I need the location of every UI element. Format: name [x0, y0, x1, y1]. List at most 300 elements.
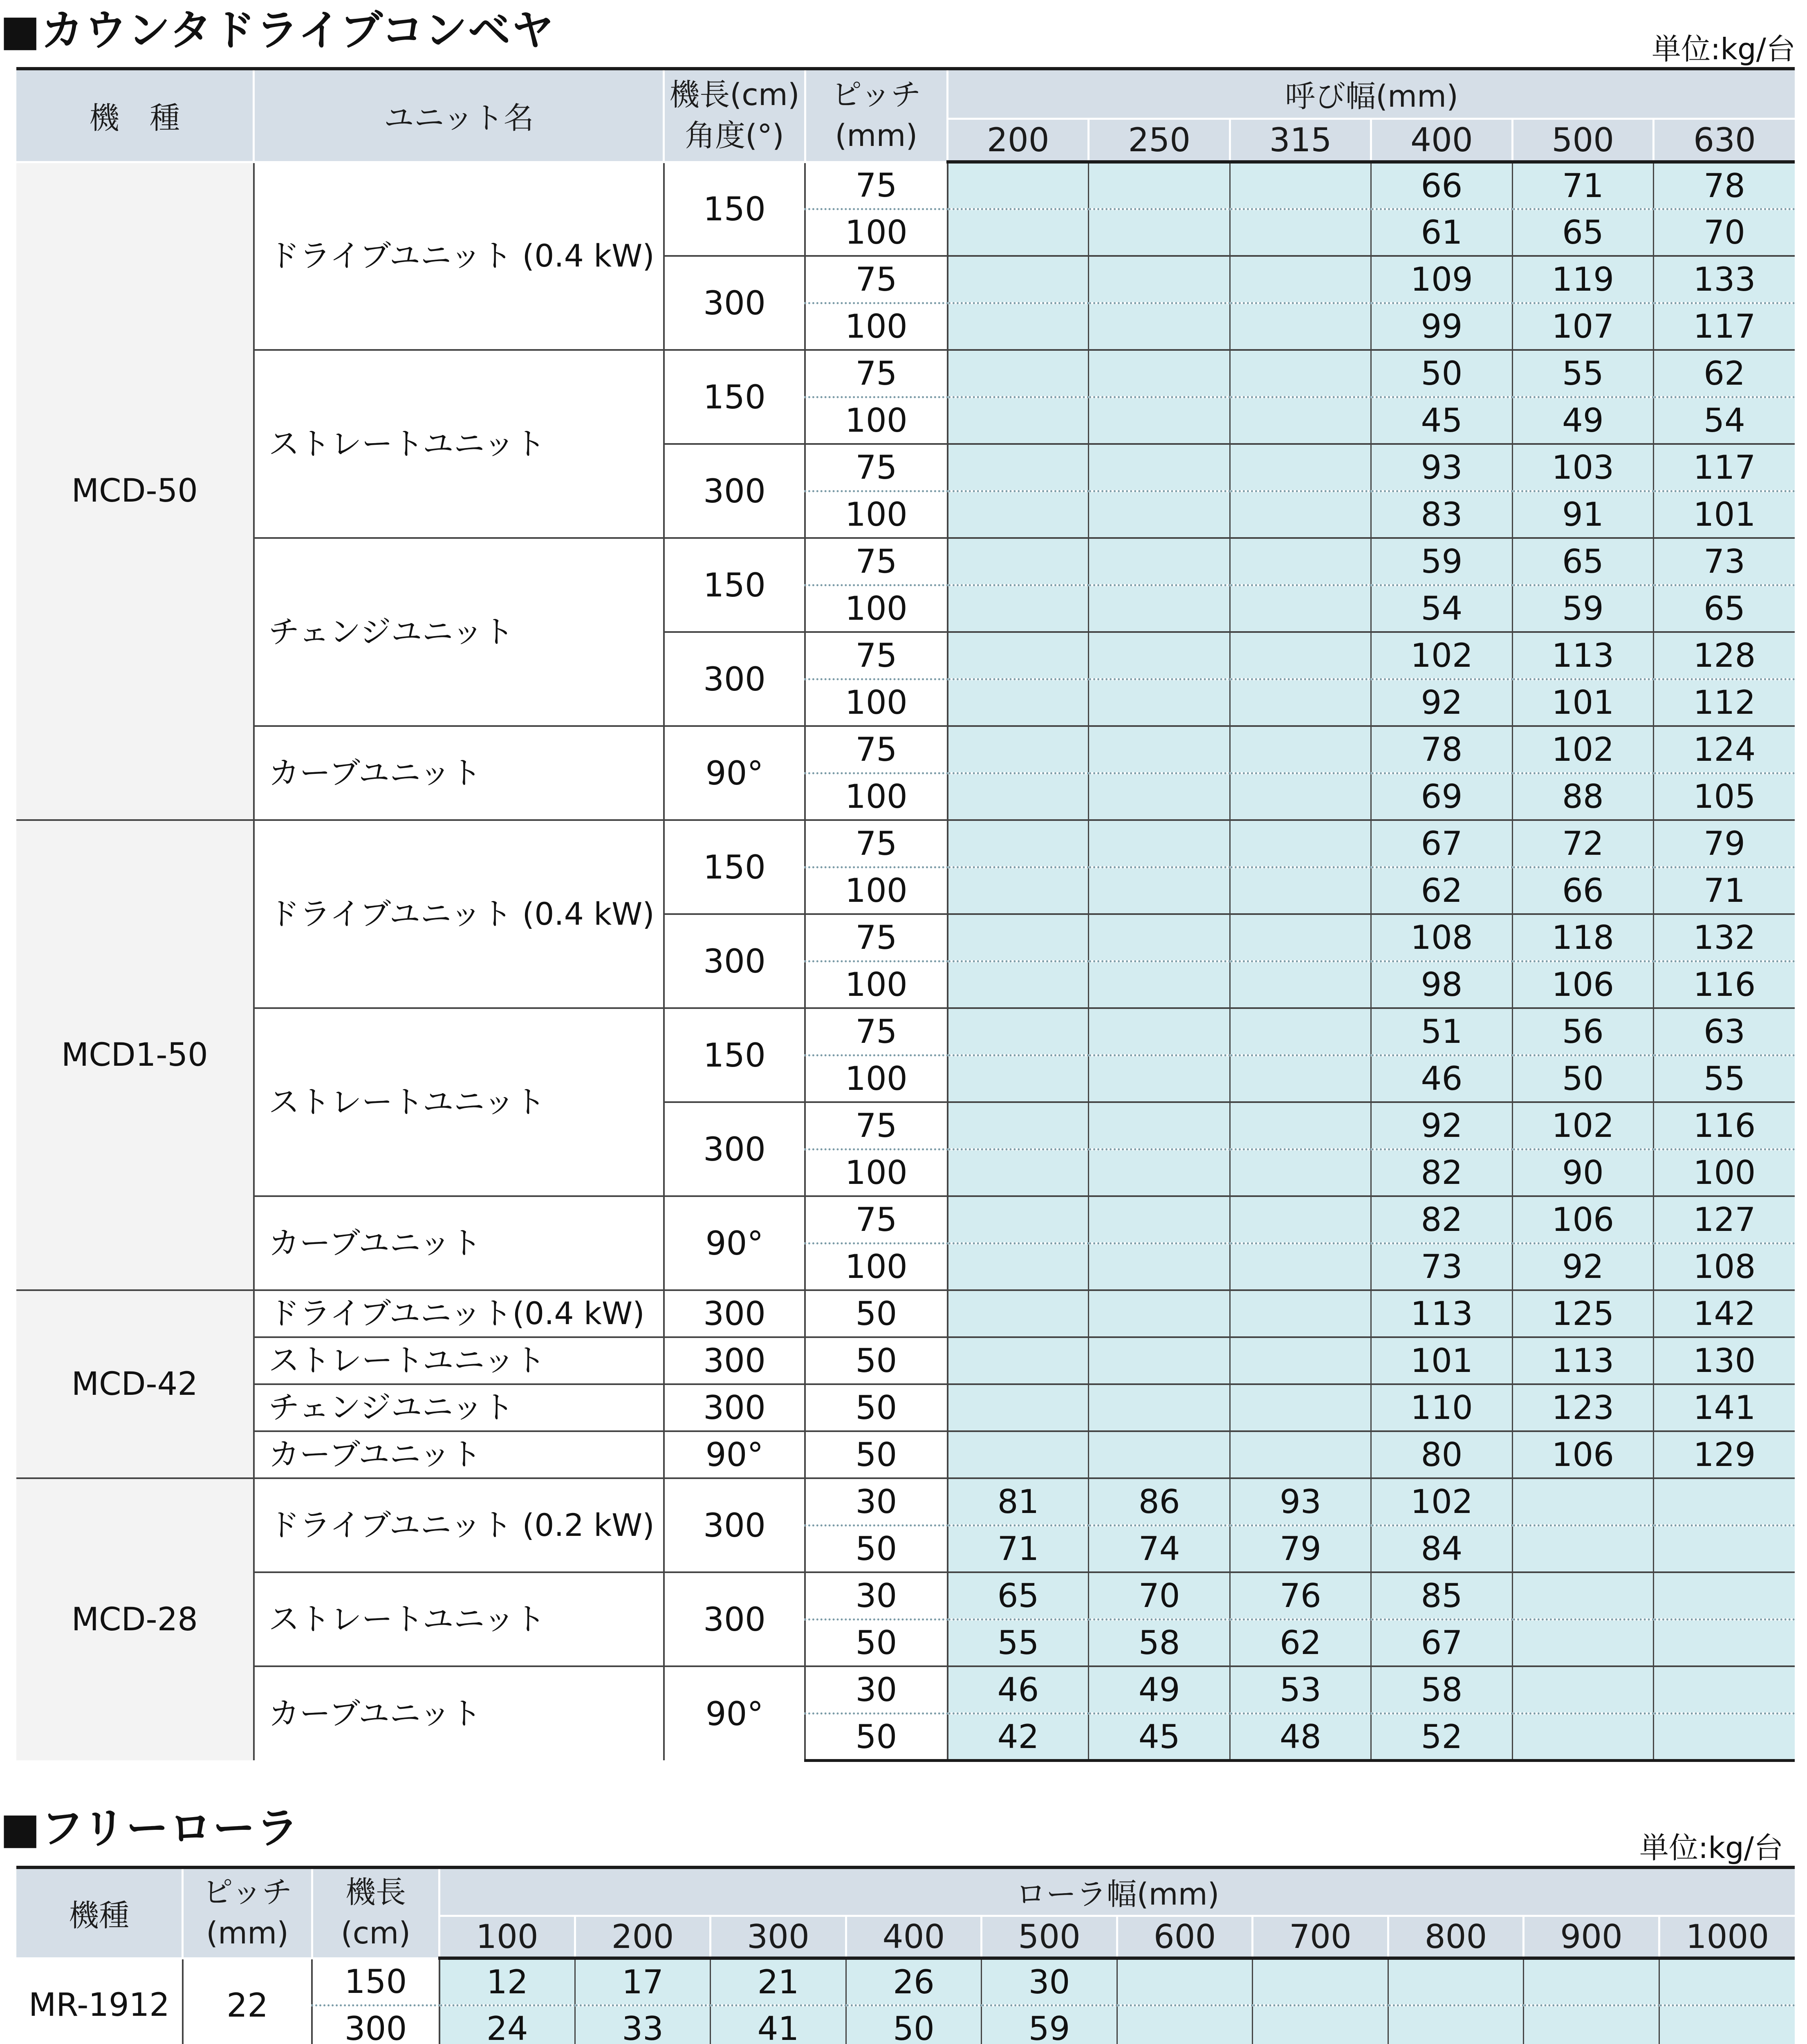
weight-cell: 83: [1371, 491, 1512, 538]
weight-cell: 58: [1089, 1619, 1230, 1666]
weight-cell: [1089, 632, 1230, 679]
roller-header-width-400: 400: [846, 1916, 982, 1958]
weight-cell: [1089, 726, 1230, 773]
header-pitch: [805, 69, 947, 162]
model-cell: MCD1-50: [16, 820, 254, 1290]
weight-cell: 45: [1371, 397, 1512, 444]
weight-cell: [948, 256, 1089, 303]
weight-cell: [948, 585, 1089, 632]
weight-cell: [1524, 2005, 1659, 2044]
weight-cell: 129: [1654, 1431, 1795, 1478]
weight-cell: 50: [846, 2005, 982, 2044]
weight-cell: 103: [1512, 444, 1653, 491]
weight-cell: [1089, 914, 1230, 961]
unit-name-cell: ストレートユニット: [254, 350, 664, 538]
weight-cell: 102: [1512, 1102, 1653, 1149]
pitch-cell: 50: [805, 1619, 947, 1666]
weight-cell: 71: [1512, 162, 1653, 209]
weight-cell: 50: [1371, 350, 1512, 397]
weight-cell: 118: [1512, 914, 1653, 961]
weight-cell: [948, 1431, 1089, 1478]
weight-cell: [1089, 820, 1230, 867]
weight-cell: 93: [1230, 1478, 1371, 1525]
length-cell: 90°: [664, 1666, 805, 1760]
weight-cell: 80: [1371, 1431, 1512, 1478]
weight-cell: 49: [1512, 397, 1653, 444]
weight-cell: [1089, 1290, 1230, 1337]
length-cell: 300: [664, 914, 805, 1008]
weight-cell: 59: [1512, 585, 1653, 632]
length-cell: 150: [664, 1008, 805, 1102]
weight-cell: [1524, 1958, 1659, 2005]
pitch-cell: 100: [805, 773, 947, 820]
model-cell: MR-1912: [16, 1958, 183, 2044]
weight-cell: 86: [1089, 1478, 1230, 1525]
unit-name-cell: ストレートユニット: [254, 1337, 664, 1384]
length-cell: 300: [664, 1290, 805, 1337]
weight-cell: [1230, 1337, 1371, 1384]
weight-cell: [1230, 867, 1371, 914]
weight-cell: [1654, 1478, 1795, 1525]
weight-cell: [1654, 1572, 1795, 1619]
header-width-200: 200: [948, 119, 1089, 162]
roller-header-width-900: 900: [1524, 1916, 1659, 1958]
weight-cell: [948, 820, 1089, 867]
weight-cell: [1230, 1008, 1371, 1055]
length-cell: 90°: [664, 1196, 805, 1290]
length-cell: 300: [664, 1478, 805, 1572]
roller-header-width-100: 100: [439, 1916, 575, 1958]
weight-cell: 73: [1371, 1243, 1512, 1290]
table-row: [16, 1431, 1795, 1478]
header-width-group: 呼び幅(mm): [948, 69, 1795, 119]
model-cell: MCD-50: [16, 162, 254, 820]
weight-cell: 59: [1371, 538, 1512, 585]
pitch-cell: 50: [805, 1290, 947, 1337]
roller-header-length: [312, 1867, 439, 1958]
weight-cell: 73: [1654, 538, 1795, 585]
weight-cell: [1253, 2005, 1388, 2044]
weight-cell: 55: [1512, 350, 1653, 397]
pitch-cell: 75: [805, 538, 947, 585]
pitch-cell: 100: [805, 209, 947, 256]
weight-cell: 66: [1512, 867, 1653, 914]
roller-section-title: ■フリーローラ: [0, 1803, 300, 1853]
weight-cell: 82: [1371, 1149, 1512, 1196]
weight-cell: [1089, 491, 1230, 538]
roller-header-width-200: 200: [575, 1916, 711, 1958]
weight-cell: 119: [1512, 256, 1653, 303]
length-cell: 150: [664, 820, 805, 914]
weight-cell: 17: [575, 1958, 711, 2005]
pitch-cell: 30: [805, 1478, 947, 1525]
weight-cell: 113: [1512, 1337, 1653, 1384]
table-row: [16, 162, 1795, 209]
weight-cell: [948, 303, 1089, 350]
weight-cell: [948, 679, 1089, 726]
length-cell: 300: [664, 1384, 805, 1431]
unit-name-cell: ドライブユニット(0.4 kW): [254, 1290, 664, 1337]
weight-cell: 106: [1512, 961, 1653, 1008]
weight-cell: 79: [1230, 1525, 1371, 1572]
weight-cell: 127: [1654, 1196, 1795, 1243]
weight-cell: 62: [1371, 867, 1512, 914]
pitch-cell: 75: [805, 162, 947, 209]
weight-cell: 70: [1089, 1572, 1230, 1619]
weight-cell: 33: [575, 2005, 711, 2044]
weight-cell: [1089, 350, 1230, 397]
weight-cell: 99: [1371, 303, 1512, 350]
weight-cell: 62: [1654, 350, 1795, 397]
weight-cell: [1089, 209, 1230, 256]
weight-cell: 46: [1371, 1055, 1512, 1102]
unit-name-cell: チェンジユニット: [254, 538, 664, 726]
pitch-cell: 75: [805, 632, 947, 679]
table-row: [16, 1958, 1795, 2005]
weight-cell: 98: [1371, 961, 1512, 1008]
weight-cell: 105: [1654, 773, 1795, 820]
roller-header-length-unit: (cm): [341, 1915, 411, 1951]
pitch-cell: 75: [805, 1008, 947, 1055]
pitch-cell: 22: [183, 1958, 312, 2044]
weight-cell: [948, 1337, 1089, 1384]
weight-cell: 41: [711, 2005, 846, 2044]
weight-cell: [1089, 1008, 1230, 1055]
weight-cell: [1089, 538, 1230, 585]
weight-cell: 70: [1654, 209, 1795, 256]
header-width-250: 250: [1089, 119, 1230, 162]
weight-cell: 90: [1512, 1149, 1653, 1196]
header-model: 機 種: [16, 69, 254, 162]
weight-cell: 74: [1089, 1525, 1230, 1572]
weight-cell: [1089, 444, 1230, 491]
unit-name-cell: カーブユニット: [254, 1431, 664, 1478]
weight-cell: 124: [1654, 726, 1795, 773]
roller-header-model: 機種: [16, 1867, 183, 1958]
weight-cell: 71: [948, 1525, 1089, 1572]
roller-header-pitch-label: ピッチ: [202, 1874, 292, 1910]
header-length-angle: [664, 69, 805, 162]
weight-cell: 113: [1512, 632, 1653, 679]
weight-cell: [948, 444, 1089, 491]
weight-cell: 102: [1371, 632, 1512, 679]
weight-cell: [948, 350, 1089, 397]
weight-cell: 66: [1371, 162, 1512, 209]
weight-cell: [1659, 2005, 1795, 2044]
pitch-cell: 50: [805, 1384, 947, 1431]
weight-cell: 53: [1230, 1666, 1371, 1713]
weight-cell: [948, 726, 1089, 773]
weight-cell: [1089, 397, 1230, 444]
weight-cell: [1230, 397, 1371, 444]
pitch-cell: 75: [805, 1102, 947, 1149]
weight-cell: [1117, 2005, 1253, 2044]
weight-cell: 12: [439, 1958, 575, 2005]
weight-cell: [1089, 773, 1230, 820]
weight-cell: 72: [1512, 820, 1653, 867]
counter-section-title: ■カウンタドライブコンベヤ: [0, 5, 555, 55]
weight-cell: 30: [982, 1958, 1117, 2005]
weight-cell: [1089, 1337, 1230, 1384]
weight-cell: 61: [1371, 209, 1512, 256]
pitch-cell: 75: [805, 914, 947, 961]
weight-cell: 65: [1512, 538, 1653, 585]
header-width-500: 500: [1512, 119, 1653, 162]
length-cell: 300: [664, 1572, 805, 1666]
weight-cell: 65: [1512, 209, 1653, 256]
weight-cell: [1230, 679, 1371, 726]
weight-cell: 110: [1371, 1384, 1512, 1431]
weight-cell: [1230, 726, 1371, 773]
weight-cell: [1230, 350, 1371, 397]
weight-cell: [948, 1149, 1089, 1196]
unit-name-cell: カーブユニット: [254, 1196, 664, 1290]
roller-header-pitch-unit: (mm): [206, 1915, 289, 1951]
weight-cell: [948, 961, 1089, 1008]
weight-cell: 69: [1371, 773, 1512, 820]
weight-cell: [1089, 679, 1230, 726]
unit-name-cell: ストレートユニット: [254, 1008, 664, 1196]
pitch-cell: 30: [805, 1572, 947, 1619]
weight-cell: 113: [1371, 1290, 1512, 1337]
weight-cell: [1388, 1958, 1524, 2005]
model-cell: MCD-42: [16, 1290, 254, 1478]
pitch-cell: 100: [805, 303, 947, 350]
weight-cell: 100: [1654, 1149, 1795, 1196]
weight-cell: [1230, 961, 1371, 1008]
weight-cell: [1659, 1958, 1795, 2005]
weight-cell: 79: [1654, 820, 1795, 867]
weight-cell: [1230, 632, 1371, 679]
weight-cell: [1089, 867, 1230, 914]
weight-cell: [1230, 1243, 1371, 1290]
roller-header-width-group: ローラ幅(mm): [439, 1867, 1795, 1916]
weight-cell: 132: [1654, 914, 1795, 961]
weight-cell: [1230, 303, 1371, 350]
roller-header-width-700: 700: [1253, 1916, 1388, 1958]
weight-cell: [1089, 585, 1230, 632]
length-cell: 150: [664, 350, 805, 444]
pitch-cell: 100: [805, 679, 947, 726]
weight-cell: 92: [1512, 1243, 1653, 1290]
pitch-cell: 75: [805, 820, 947, 867]
weight-cell: 85: [1371, 1572, 1512, 1619]
weight-cell: [948, 867, 1089, 914]
roller-header-width-500: 500: [982, 1916, 1117, 1958]
length-cell: 300: [664, 256, 805, 350]
length-cell: 300: [664, 444, 805, 538]
weight-cell: 78: [1371, 726, 1512, 773]
roller-header-pitch: [183, 1867, 312, 1958]
weight-cell: 128: [1654, 632, 1795, 679]
weight-cell: [948, 491, 1089, 538]
weight-cell: [948, 162, 1089, 209]
weight-cell: 88: [1512, 773, 1653, 820]
weight-cell: 54: [1654, 397, 1795, 444]
roller-header-length-label: 機長: [345, 1874, 406, 1910]
weight-cell: [948, 632, 1089, 679]
length-cell: 300: [664, 1102, 805, 1196]
weight-cell: [1654, 1666, 1795, 1713]
weight-cell: 102: [1371, 1478, 1512, 1525]
pitch-cell: 50: [805, 1525, 947, 1572]
weight-cell: [948, 1055, 1089, 1102]
header-width-315: 315: [1230, 119, 1371, 162]
weight-cell: [948, 1102, 1089, 1149]
table-row: [16, 1290, 1795, 1337]
weight-cell: [948, 209, 1089, 256]
weight-cell: 48: [1230, 1713, 1371, 1760]
weight-cell: 92: [1371, 1102, 1512, 1149]
weight-cell: 59: [982, 2005, 1117, 2044]
weight-cell: 26: [846, 1958, 982, 2005]
weight-cell: 141: [1654, 1384, 1795, 1431]
weight-cell: [1253, 1958, 1388, 2005]
weight-cell: [948, 914, 1089, 961]
weight-cell: 101: [1654, 491, 1795, 538]
pitch-cell: 75: [805, 256, 947, 303]
table-row: [16, 1572, 1795, 1619]
unit-name-cell: ドライブユニット (0.4 kW): [254, 820, 664, 1008]
weight-cell: [1654, 1619, 1795, 1666]
weight-cell: [1512, 1713, 1653, 1760]
table-row: [16, 726, 1795, 773]
weight-cell: [948, 397, 1089, 444]
table-row: [16, 350, 1795, 397]
counter-conveyor-table: [16, 67, 1795, 1762]
weight-cell: 78: [1654, 162, 1795, 209]
counter-unit-label: 単位:kg/台: [1652, 32, 1796, 66]
weight-cell: [1089, 303, 1230, 350]
header-pitch-label: ピッチ: [831, 77, 921, 112]
weight-cell: [1230, 1290, 1371, 1337]
weight-cell: [948, 1290, 1089, 1337]
weight-cell: [1512, 1572, 1653, 1619]
length-cell: 300: [312, 2005, 439, 2044]
weight-cell: [948, 1243, 1089, 1290]
weight-cell: [1230, 1149, 1371, 1196]
weight-cell: [1230, 1055, 1371, 1102]
pitch-cell: 100: [805, 961, 947, 1008]
weight-cell: 42: [948, 1713, 1089, 1760]
weight-cell: 67: [1371, 820, 1512, 867]
unit-name-cell: ドライブユニット (0.2 kW): [254, 1478, 664, 1572]
pitch-cell: 100: [805, 397, 947, 444]
weight-cell: [1089, 1055, 1230, 1102]
weight-cell: 106: [1512, 1431, 1653, 1478]
weight-cell: [1089, 1243, 1230, 1290]
weight-cell: 108: [1654, 1243, 1795, 1290]
weight-cell: 116: [1654, 1102, 1795, 1149]
weight-cell: [1512, 1525, 1653, 1572]
weight-cell: [1230, 914, 1371, 961]
weight-cell: 116: [1654, 961, 1795, 1008]
roller-header-width-600: 600: [1117, 1916, 1253, 1958]
weight-cell: [1089, 1196, 1230, 1243]
weight-cell: [1512, 1478, 1653, 1525]
weight-cell: 58: [1371, 1666, 1512, 1713]
weight-cell: 50: [1512, 1055, 1653, 1102]
pitch-cell: 75: [805, 1196, 947, 1243]
header-width-630: 630: [1654, 119, 1795, 162]
weight-cell: [1230, 209, 1371, 256]
header-unit-name: ユニット名: [254, 69, 664, 162]
weight-cell: 81: [948, 1478, 1089, 1525]
header-pitch-unit: (mm): [835, 118, 918, 153]
weight-cell: 49: [1089, 1666, 1230, 1713]
weight-cell: 63: [1654, 1008, 1795, 1055]
table-row: [16, 1008, 1795, 1055]
weight-cell: [1230, 256, 1371, 303]
weight-cell: 106: [1512, 1196, 1653, 1243]
length-cell: 150: [664, 162, 805, 256]
header-angle: 角度(°): [685, 118, 784, 153]
weight-cell: 62: [1230, 1619, 1371, 1666]
table-row: [16, 1384, 1795, 1431]
model-cell: MCD-28: [16, 1478, 254, 1760]
weight-cell: 56: [1512, 1008, 1653, 1055]
weight-cell: 142: [1654, 1290, 1795, 1337]
weight-cell: [1117, 1958, 1253, 2005]
weight-cell: [948, 1008, 1089, 1055]
length-cell: 300: [664, 632, 805, 726]
unit-name-cell: チェンジユニット: [254, 1384, 664, 1431]
weight-cell: 21: [711, 1958, 846, 2005]
weight-cell: [1089, 1384, 1230, 1431]
pitch-cell: 100: [805, 491, 947, 538]
weight-cell: 133: [1654, 256, 1795, 303]
weight-cell: 101: [1512, 679, 1653, 726]
weight-cell: 93: [1371, 444, 1512, 491]
weight-cell: 107: [1512, 303, 1653, 350]
weight-cell: [1089, 1102, 1230, 1149]
weight-cell: [1388, 2005, 1524, 2044]
weight-cell: 84: [1371, 1525, 1512, 1572]
length-cell: 300: [664, 1337, 805, 1384]
unit-name-cell: ストレートユニット: [254, 1572, 664, 1666]
weight-cell: 101: [1371, 1337, 1512, 1384]
weight-cell: [1089, 1149, 1230, 1196]
weight-cell: 65: [948, 1572, 1089, 1619]
weight-cell: 109: [1371, 256, 1512, 303]
weight-cell: 65: [1654, 585, 1795, 632]
weight-cell: [1089, 256, 1230, 303]
weight-cell: [948, 773, 1089, 820]
roller-header-width-300: 300: [711, 1916, 846, 1958]
weight-cell: [1089, 961, 1230, 1008]
length-cell: 150: [664, 538, 805, 632]
weight-cell: [1089, 162, 1230, 209]
free-roller-table: [16, 1866, 1795, 2044]
header-length: 機長(cm): [669, 77, 800, 112]
table-row: [16, 1196, 1795, 1243]
weight-cell: 52: [1371, 1713, 1512, 1760]
pitch-cell: 50: [805, 1713, 947, 1760]
weight-cell: [948, 1384, 1089, 1431]
weight-cell: 117: [1654, 303, 1795, 350]
weight-cell: [948, 1196, 1089, 1243]
pitch-cell: 100: [805, 1243, 947, 1290]
unit-name-cell: カーブユニット: [254, 726, 664, 820]
header-width-400: 400: [1371, 119, 1512, 162]
weight-cell: [1230, 820, 1371, 867]
table-row: [16, 1337, 1795, 1384]
weight-cell: [1230, 1431, 1371, 1478]
weight-cell: 46: [948, 1666, 1089, 1713]
weight-cell: [1512, 1666, 1653, 1713]
pitch-cell: 75: [805, 444, 947, 491]
weight-cell: [1512, 1619, 1653, 1666]
